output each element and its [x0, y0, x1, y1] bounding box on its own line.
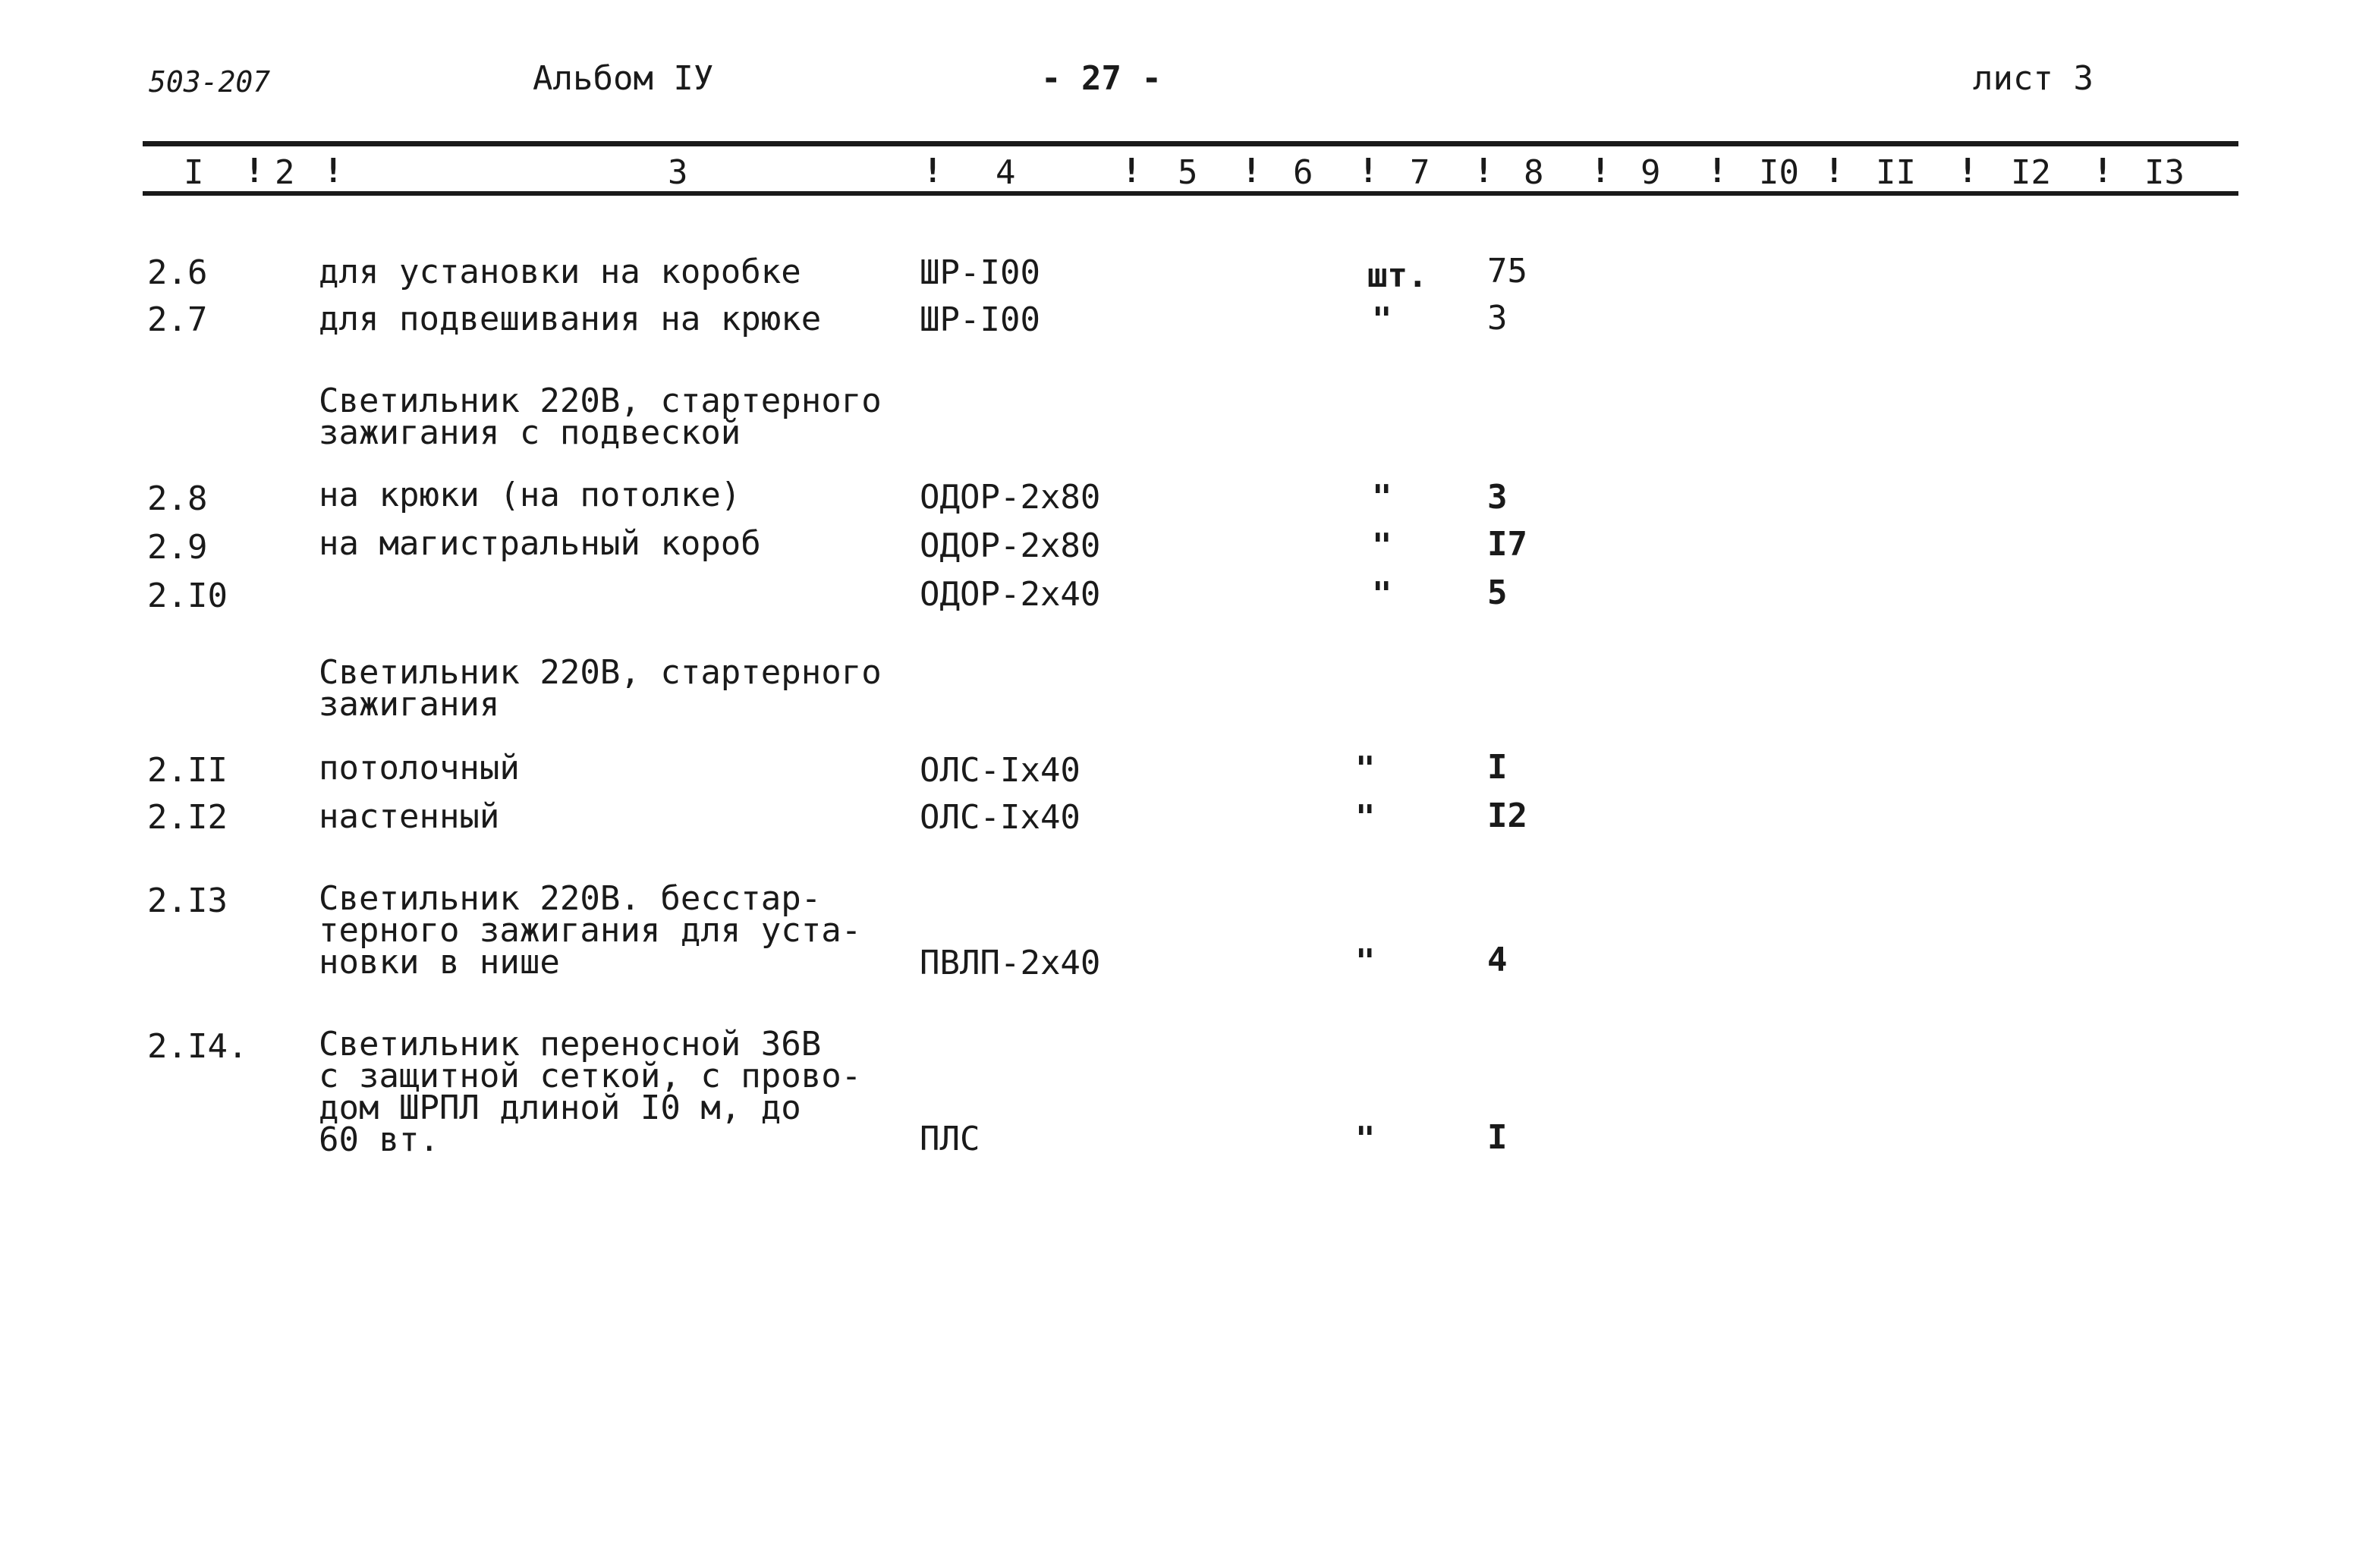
- column-header-2: 2: [275, 153, 295, 192]
- column-header-7: 7: [1410, 153, 1430, 192]
- column-separator: !: [1958, 152, 1978, 190]
- row-type: ОЛС-Iх40: [920, 798, 1081, 837]
- column-separator: !: [244, 152, 265, 190]
- row-number: 2.8: [147, 479, 208, 518]
- row-unit: ": [1372, 575, 1392, 614]
- column-separator: !: [1707, 152, 1728, 190]
- row-number: 2.6: [147, 253, 208, 292]
- row-type: ОДОР-2х80: [920, 526, 1101, 565]
- row-unit: ": [1355, 942, 1376, 981]
- row-description: на крюки (на потолке): [319, 476, 741, 514]
- column-header-3: 3: [668, 153, 688, 192]
- column-separator: !: [2093, 152, 2113, 190]
- column-separator: !: [323, 152, 344, 190]
- column-header-1: I: [184, 153, 204, 192]
- document-code: 503-207: [149, 65, 271, 99]
- row-type: ОЛС-Iх40: [920, 751, 1081, 790]
- row-unit: ": [1372, 478, 1392, 517]
- row-type: ШР-I00: [920, 253, 1040, 292]
- row-quantity: I: [1487, 748, 1508, 787]
- group-heading: Светильник 220В, стартерного зажигания с подвеской: [319, 382, 882, 452]
- row-description: настенный: [319, 797, 500, 836]
- column-header-13: I3: [2144, 153, 2185, 192]
- column-separator: !: [923, 152, 943, 190]
- row-number: 2.I0: [147, 577, 228, 615]
- row-quantity: 5: [1487, 573, 1508, 612]
- column-header-12: I2: [2011, 153, 2051, 192]
- row-quantity: 3: [1487, 299, 1508, 338]
- row-description: Светильник переносной 36В с защитной сеткой, с прово- дом ШРПЛ длиной I0 м, до 60 вт.: [319, 1025, 862, 1159]
- column-separator: !: [1474, 152, 1494, 190]
- sheet-number: лист 3: [1973, 59, 2093, 98]
- column-separator: !: [1121, 152, 1142, 190]
- column-separator: !: [1241, 152, 1262, 190]
- column-header-11: II: [1876, 153, 1916, 192]
- row-unit: ": [1372, 300, 1392, 339]
- column-header-9: 9: [1640, 153, 1661, 192]
- column-separator: !: [1358, 152, 1379, 190]
- row-type: ПЛС: [920, 1120, 980, 1158]
- row-number: 2.II: [147, 751, 228, 790]
- row-description: для установки на коробке: [319, 253, 801, 291]
- row-quantity: I2: [1487, 797, 1527, 835]
- group-heading: Светильник 220В, стартерного зажигания: [319, 653, 882, 724]
- column-separator: !: [1590, 152, 1611, 190]
- album-title: Альбом IУ: [533, 59, 714, 98]
- row-quantity: I: [1487, 1118, 1508, 1157]
- row-description: на магистральный короб: [319, 524, 761, 563]
- row-quantity: 4: [1487, 941, 1508, 979]
- row-type: ОДОР-2х80: [920, 478, 1101, 517]
- row-type: ПВЛП-2х40: [920, 944, 1101, 982]
- row-number: 2.I3: [147, 881, 228, 920]
- row-quantity: 3: [1487, 478, 1508, 517]
- column-header-4: 4: [996, 153, 1016, 192]
- row-description: Светильник 220В. бесстар- терного зажигания для уста- новки в нише: [319, 879, 862, 982]
- row-type: ОДОР-2х40: [920, 575, 1101, 614]
- column-header-6: 6: [1293, 153, 1313, 192]
- row-number: 2.I4.: [147, 1027, 248, 1066]
- row-number: 2.9: [147, 528, 208, 567]
- row-unit: ": [1355, 749, 1376, 788]
- row-quantity: 75: [1487, 252, 1527, 291]
- row-description: потолочный: [319, 749, 520, 787]
- row-unit: шт.: [1367, 256, 1428, 295]
- column-separator: !: [1824, 152, 1845, 190]
- row-unit: ": [1372, 526, 1392, 565]
- column-header-5: 5: [1178, 153, 1198, 192]
- column-header-10: I0: [1759, 153, 1799, 192]
- page-number: - 27 -: [1041, 59, 1162, 98]
- row-number: 2.I2: [147, 798, 228, 837]
- column-header-8: 8: [1524, 153, 1544, 192]
- row-type: ШР-I00: [920, 300, 1040, 339]
- row-unit: ": [1355, 1120, 1376, 1158]
- row-quantity: I7: [1487, 525, 1527, 564]
- row-number: 2.7: [147, 300, 208, 339]
- row-description: для подвешивания на крюке: [319, 300, 822, 338]
- header-rule-top: [143, 141, 2238, 146]
- row-unit: ": [1355, 798, 1376, 837]
